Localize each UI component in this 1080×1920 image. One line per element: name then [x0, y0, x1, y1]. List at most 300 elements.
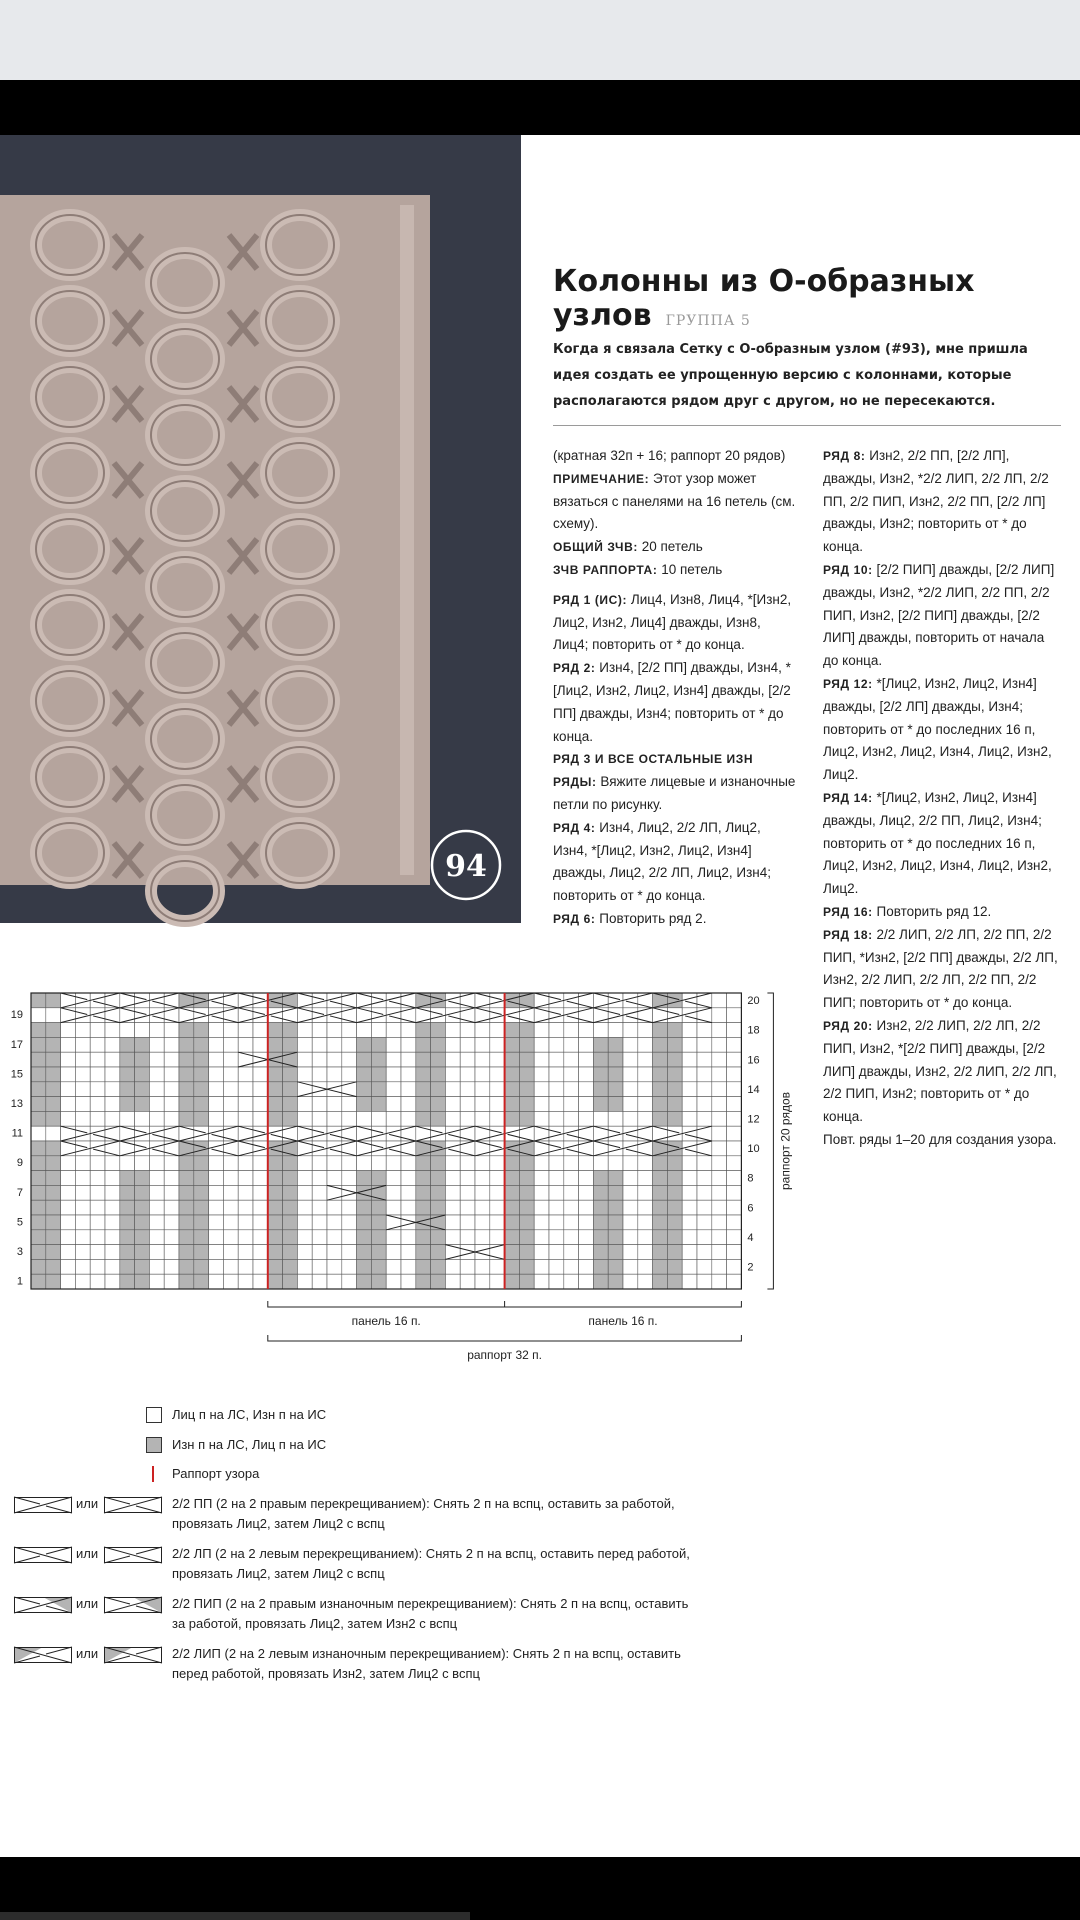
chart-cell: [105, 1215, 120, 1230]
chart-cell: [608, 1141, 623, 1156]
chart-cell: [445, 1097, 460, 1112]
chart-cell: [682, 1259, 697, 1274]
chart-cell: [46, 993, 61, 1008]
chart-cell: [697, 1082, 712, 1097]
chart-cell: [712, 1274, 727, 1289]
chart-cell: [342, 1052, 357, 1067]
chart-cell: [209, 1245, 224, 1260]
chart-cell: [593, 1037, 608, 1052]
row-instruction: РЯД 3 И ВСЕ ОСТАЛЬНЫЕ ИЗН РЯДЫ: Вяжите лицевые и изнаночные петли по рисунку.: [553, 752, 796, 812]
chart-cell: [727, 1245, 742, 1260]
chart-cell: [179, 1067, 194, 1082]
chart-row-number-left: 1: [16, 1275, 23, 1288]
chart-cell: [268, 1052, 283, 1067]
chart-cell: [253, 1037, 268, 1052]
chart-cell: [727, 1171, 742, 1186]
chart-cell: [253, 1245, 268, 1260]
chart-cell: [549, 1008, 564, 1023]
chart-cell: [297, 1111, 312, 1126]
chart-cell: [209, 1097, 224, 1112]
intro-text: Когда я связала Сетку с О-образным узлом (#93), мне пришла идея создать ее упрощенную версию с колоннами, которые располагаются рядом друг с другом, но не пересекаются.: [553, 342, 1028, 409]
chart-cell: [564, 1156, 579, 1171]
chart-cell: [490, 1052, 505, 1067]
chart-cell: [416, 1052, 431, 1067]
chart-cell: [61, 1097, 76, 1112]
chart-cell: [209, 1082, 224, 1097]
chart-cell: [549, 1185, 564, 1200]
chart-cell: [105, 1171, 120, 1186]
chart-cell: [342, 1185, 357, 1200]
chart-cell: [386, 1111, 401, 1126]
chart-cell: [727, 1126, 742, 1141]
chart-cell: [149, 1052, 164, 1067]
chart-cell: [61, 1052, 76, 1067]
chart-cell: [682, 1200, 697, 1215]
chart-cell: [312, 1052, 327, 1067]
chart-cell: [460, 1111, 475, 1126]
chart-cell: [475, 1037, 490, 1052]
chart-cell: [712, 1200, 727, 1215]
cable-symbol-shade: [104, 1647, 133, 1663]
chart-cell: [727, 1082, 742, 1097]
chart-cell: [135, 1052, 150, 1067]
chart-cell: [445, 993, 460, 1008]
chart-cell: [238, 1156, 253, 1171]
chart-cell: [534, 1230, 549, 1245]
chart-cell: [534, 1171, 549, 1186]
chart-cell: [460, 1023, 475, 1038]
chart-cell: [46, 1082, 61, 1097]
chart-cell: [505, 1245, 520, 1260]
chart-cell: [283, 1230, 298, 1245]
chart-row-number-left: 9: [16, 1157, 23, 1170]
chart-cell: [697, 1245, 712, 1260]
chart-row-number-left: 3: [16, 1245, 23, 1258]
chart-cell: [549, 1111, 564, 1126]
chart-cell: [638, 1097, 653, 1112]
chart-cell: [519, 1259, 534, 1274]
chart-cell: [445, 1126, 460, 1141]
chart-cell: [105, 1082, 120, 1097]
chart-cell: [653, 1259, 668, 1274]
knitting-chart: [0, 985, 793, 1365]
chart-cell: [475, 1215, 490, 1230]
chart-cell: [31, 1067, 46, 1082]
chart-cell: [283, 1037, 298, 1052]
chart-cell: [371, 1274, 386, 1289]
chart-cell: [31, 1156, 46, 1171]
chart-cell: [342, 1259, 357, 1274]
chart-cell: [401, 1245, 416, 1260]
chart-cell: [223, 1245, 238, 1260]
chart-cell: [431, 1037, 446, 1052]
chart-cell: [445, 1082, 460, 1097]
chart-cell: [253, 1156, 268, 1171]
chart-cell: [194, 1259, 209, 1274]
chart-cell: [608, 1111, 623, 1126]
chart-cell: [209, 1274, 224, 1289]
chart-cell: [371, 1097, 386, 1112]
chart-cell: [209, 1037, 224, 1052]
chart-cell: [179, 1156, 194, 1171]
chart-cell: [564, 1126, 579, 1141]
chart-cell: [105, 1259, 120, 1274]
chart-cell: [179, 1037, 194, 1052]
chart-cell: [90, 1023, 105, 1038]
chart-cell: [653, 1082, 668, 1097]
chart-cell: [253, 1259, 268, 1274]
chart-cell: [519, 1082, 534, 1097]
chart-cell: [194, 1082, 209, 1097]
chart-cell: [357, 1259, 372, 1274]
chart-cell: [416, 1037, 431, 1052]
chart-cell: [401, 1067, 416, 1082]
chart-cell: [593, 1111, 608, 1126]
chart-cell: [475, 1067, 490, 1082]
chart-cell: [460, 1230, 475, 1245]
chart-cell: [105, 1097, 120, 1112]
chart-cell: [667, 1023, 682, 1038]
chart-cell: [534, 1067, 549, 1082]
chart-cell: [194, 1126, 209, 1141]
chart-cell: [564, 1067, 579, 1082]
chart-cell: [75, 993, 90, 1008]
chart-cell: [149, 1023, 164, 1038]
chart-cell: [253, 1274, 268, 1289]
chart-cell: [31, 1008, 46, 1023]
chart-cell: [149, 993, 164, 1008]
chart-cell: [445, 1259, 460, 1274]
chart-cell: [135, 1141, 150, 1156]
chart-cell: [31, 1215, 46, 1230]
chart-cell: [194, 993, 209, 1008]
chart-cell: [371, 1037, 386, 1052]
chart-cell: [593, 1185, 608, 1200]
chart-cell: [416, 1230, 431, 1245]
chart-cell: [697, 1037, 712, 1052]
chart-cell: [75, 1052, 90, 1067]
chart-cell: [727, 1200, 742, 1215]
chart-cell: [519, 1171, 534, 1186]
chart-cell: [712, 1245, 727, 1260]
chart-cell: [416, 1185, 431, 1200]
chart-cell: [519, 1097, 534, 1112]
chart-cell: [61, 1111, 76, 1126]
total-label: ОБЩИЙ ЗЧВ:: [553, 540, 638, 555]
chart-cell: [505, 1259, 520, 1274]
repeat-line-icon: [151, 1466, 155, 1482]
chart-cell: [490, 1156, 505, 1171]
chart-cell: [505, 1126, 520, 1141]
chart-cell: [268, 1200, 283, 1215]
chart-cell: [312, 1230, 327, 1245]
chart-cell: [534, 1082, 549, 1097]
chart-cell: [475, 1171, 490, 1186]
chart-cell: [31, 1185, 46, 1200]
chart-cell: [401, 1037, 416, 1052]
chart-cell: [312, 1156, 327, 1171]
chart-cell: [460, 1200, 475, 1215]
chart-cell: [253, 1171, 268, 1186]
chart-cell: [312, 1082, 327, 1097]
chart-cell: [549, 1052, 564, 1067]
chart-cell: [638, 1156, 653, 1171]
chart-cell: [682, 1023, 697, 1038]
chart-cell: [120, 1023, 135, 1038]
chart-cell: [283, 1171, 298, 1186]
instructions-column-1: [553, 445, 796, 931]
cable-symbol-shade: [133, 1597, 162, 1613]
chart-cell: [727, 1185, 742, 1200]
chart-cell: [534, 1274, 549, 1289]
chart-cell: [209, 1126, 224, 1141]
chart-cell: [75, 1259, 90, 1274]
chart-cell: [727, 1067, 742, 1082]
chart-cell: [312, 1008, 327, 1023]
chart-cell: [268, 1111, 283, 1126]
chart-cell: [357, 1023, 372, 1038]
chart-cell: [164, 1185, 179, 1200]
chart-cell: [638, 1200, 653, 1215]
chart-cell: [371, 993, 386, 1008]
chart-cell: [608, 1023, 623, 1038]
chart-cell: [342, 1023, 357, 1038]
chart-cell: [149, 1215, 164, 1230]
chart-cell: [445, 1200, 460, 1215]
row-instruction: РЯД 18: 2/2 ЛИП, 2/2 ЛП, 2/2 ПП, 2/2 ПИП, *Изн2, [2/2 ПП] дважды, 2/2 ЛП, Изн2, 2/2 ЛИП, 2/2 ЛП, 2/2 ПП, 2/2 ПИП; повторить от * до конца.: [823, 926, 1058, 1011]
chart-cell: [149, 1200, 164, 1215]
chart-cell: [682, 1008, 697, 1023]
chart-cell: [209, 1141, 224, 1156]
chart-cell: [431, 993, 446, 1008]
chart-cell: [327, 1097, 342, 1112]
chart-cell: [386, 1245, 401, 1260]
chart-cell: [105, 1067, 120, 1082]
chart-cell: [283, 1200, 298, 1215]
chart-cell: [431, 1259, 446, 1274]
chart-cell: [623, 1126, 638, 1141]
chart-cell: [386, 1082, 401, 1097]
chart-cell: [697, 1171, 712, 1186]
chart-cell: [371, 1215, 386, 1230]
chart-cell: [238, 1097, 253, 1112]
chart-cell: [179, 1200, 194, 1215]
chart-cell: [401, 1259, 416, 1274]
chart-cell: [638, 1067, 653, 1082]
row-instruction: РЯД 6: Повторить ряд 2.: [553, 910, 707, 926]
chart-cell: [149, 1082, 164, 1097]
chart-cell: [608, 1037, 623, 1052]
chart-cell: [593, 1230, 608, 1245]
chart-cell: [135, 1111, 150, 1126]
chart-cell: [268, 1008, 283, 1023]
chart-cell: [357, 1067, 372, 1082]
chart-cell: [120, 1156, 135, 1171]
chart-cell: [519, 1111, 534, 1126]
chart-cell: [386, 1067, 401, 1082]
chart-cell: [312, 1200, 327, 1215]
chart-cell: [194, 1185, 209, 1200]
chart-cell: [31, 1141, 46, 1156]
chart-cell: [371, 1141, 386, 1156]
chart-cell: [371, 1259, 386, 1274]
chart-cell: [519, 1185, 534, 1200]
chart-cell: [608, 1185, 623, 1200]
chart-cell: [623, 1185, 638, 1200]
chart-cell: [534, 1111, 549, 1126]
chart-cell: [682, 1097, 697, 1112]
chart-cell: [593, 1082, 608, 1097]
chart-cell: [268, 1185, 283, 1200]
chart-cell: [445, 1230, 460, 1245]
chart-cell: [149, 1141, 164, 1156]
chart-cell: [475, 1245, 490, 1260]
chart-cell: [297, 1274, 312, 1289]
chart-cell: [179, 1185, 194, 1200]
chart-cell: [31, 1037, 46, 1052]
chart-cell: [475, 1156, 490, 1171]
chart-cell: [475, 1097, 490, 1112]
chart-cell: [505, 993, 520, 1008]
chart-cell: [342, 1200, 357, 1215]
chart-cell: [505, 1111, 520, 1126]
chart-cell: [149, 1126, 164, 1141]
chart-cell: [608, 1245, 623, 1260]
chart-cell: [490, 1082, 505, 1097]
chart-cell: [460, 1052, 475, 1067]
chart-cell: [667, 1171, 682, 1186]
chart-cell: [327, 1111, 342, 1126]
chart-cell: [120, 1067, 135, 1082]
chart-cell: [90, 1097, 105, 1112]
chart-cell: [194, 1215, 209, 1230]
chart-cell: [608, 1215, 623, 1230]
chart-cell: [431, 1008, 446, 1023]
chart-cell: [105, 1230, 120, 1245]
row-instruction: РЯД 12: *[Лиц2, Изн2, Лиц2, Изн4] дважды, [2/2 ЛП] дважды, Изн4; повторить от * до последних 16 п, Лиц2, Изн2, Лиц2, Изн4, Лиц2, Изн2, Лиц2.: [823, 675, 1052, 783]
chart-cell: [46, 1245, 61, 1260]
chart-cell: [682, 1082, 697, 1097]
chart-cell: [697, 1023, 712, 1038]
chart-cell: [564, 1111, 579, 1126]
chart-cell: [727, 1230, 742, 1245]
chart-cell: [697, 1052, 712, 1067]
chart-cell: [401, 1111, 416, 1126]
chart-cell: [505, 1052, 520, 1067]
chart-cell: [727, 1274, 742, 1289]
chart-cell: [608, 1082, 623, 1097]
chart-cell: [105, 1156, 120, 1171]
chart-cell: [61, 1156, 76, 1171]
chart-panel-bracket: [268, 1301, 742, 1307]
chart-cell: [623, 1008, 638, 1023]
chart-cell: [209, 1185, 224, 1200]
chart-cell: [431, 1185, 446, 1200]
cable-symbol-lines: [14, 1497, 72, 1513]
repeat-text: 10 петель: [661, 561, 723, 577]
knit-symbol-icon: [146, 1407, 162, 1423]
chart-cell: [549, 1126, 564, 1141]
chart-cell: [327, 1023, 342, 1038]
chart-cell: [75, 1097, 90, 1112]
chart-cell: [564, 993, 579, 1008]
chart-cell: [682, 1245, 697, 1260]
chart-cell: [312, 1215, 327, 1230]
chart-cell: [475, 1052, 490, 1067]
chart-cell: [61, 1230, 76, 1245]
chart-cell: [386, 1008, 401, 1023]
chart-cell: [638, 1185, 653, 1200]
chart-cell: [667, 1156, 682, 1171]
chart-row-number-left: 5: [16, 1216, 23, 1229]
chart-cell: [75, 1245, 90, 1260]
chart-cell: [46, 1259, 61, 1274]
chart-cell: [312, 1141, 327, 1156]
chart-cell: [579, 1245, 594, 1260]
chart-cell: [682, 1185, 697, 1200]
chart-cell: [342, 1274, 357, 1289]
chart-cell: [357, 1037, 372, 1052]
chart-cell: [75, 1185, 90, 1200]
chart-cell: [135, 1037, 150, 1052]
chart-cell: [238, 1067, 253, 1082]
chart-cell: [268, 1097, 283, 1112]
chart-cell: [283, 1245, 298, 1260]
chart-repeat-bracket: [268, 1335, 742, 1341]
chart-cell: [253, 1067, 268, 1082]
chart-cell: [593, 1067, 608, 1082]
chart-row-number-right: 2: [747, 1261, 754, 1274]
chart-cell: [357, 1156, 372, 1171]
chart-cell: [431, 1067, 446, 1082]
chart-cell: [371, 1171, 386, 1186]
chart-cell: [149, 1274, 164, 1289]
chart-cell: [371, 1126, 386, 1141]
chart-cell: [505, 1274, 520, 1289]
chart-row-number-left: 7: [16, 1186, 23, 1199]
chart-cell: [623, 1067, 638, 1082]
chart-cell: [149, 1156, 164, 1171]
chart-cell: [105, 1052, 120, 1067]
chart-cell: [712, 1082, 727, 1097]
chart-cell: [475, 1259, 490, 1274]
left-purl-cross-alt-symbol-icon: [104, 1647, 162, 1663]
chart-cell: [149, 1097, 164, 1112]
chart-cell: [549, 1067, 564, 1082]
chart-cell: [312, 1185, 327, 1200]
chart-cell: [179, 1052, 194, 1067]
chart-cell: [505, 1037, 520, 1052]
chart-cell: [386, 1230, 401, 1245]
chart-cell: [534, 1185, 549, 1200]
chart-cell: [386, 1156, 401, 1171]
chart-cell: [75, 1111, 90, 1126]
chart-cell: [357, 1200, 372, 1215]
chart-cell: [194, 1052, 209, 1067]
chart-cell: [164, 1215, 179, 1230]
chart-cell: [490, 1067, 505, 1082]
chart-cell: [357, 1274, 372, 1289]
chart-cell: [61, 1023, 76, 1038]
chart-cell: [297, 1200, 312, 1215]
chart-cell: [327, 1215, 342, 1230]
title-line-2: узлов: [553, 298, 652, 333]
chart-cell: [697, 1230, 712, 1245]
chart-cell: [667, 1008, 682, 1023]
chart-cell: [623, 1274, 638, 1289]
chart-cell: [371, 1082, 386, 1097]
chart-cell: [223, 1067, 238, 1082]
